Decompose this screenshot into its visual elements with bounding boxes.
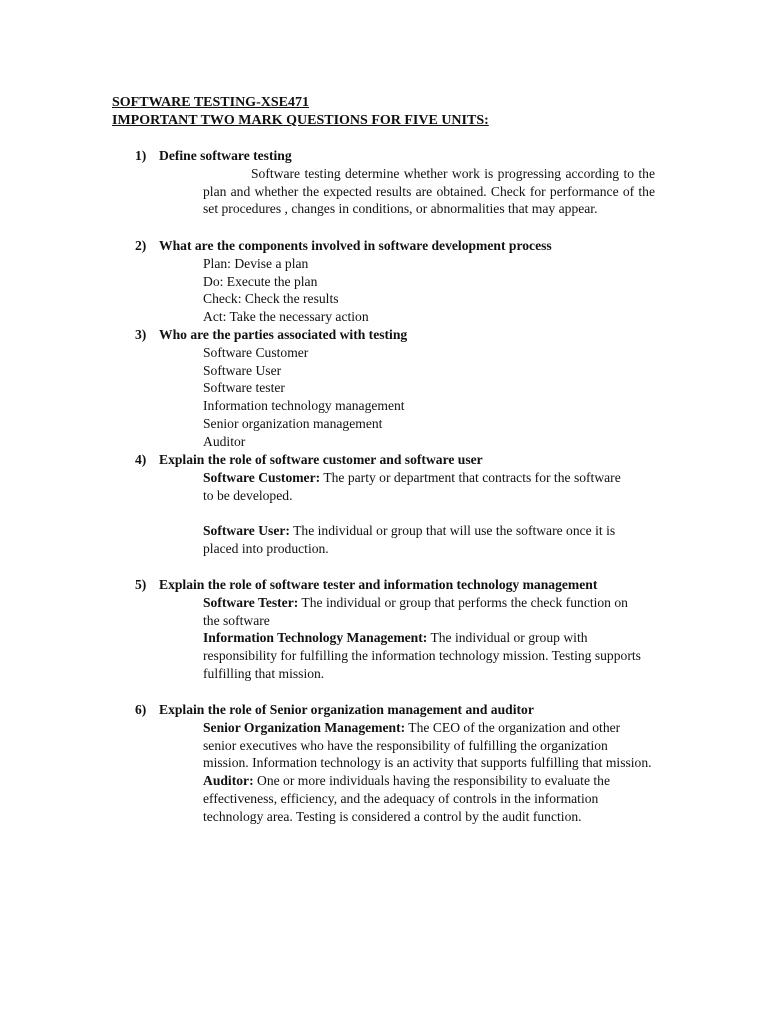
definition <box>203 772 655 825</box>
list-item: Information technology management <box>203 398 405 414</box>
definition-text: The CEO of the organization and other senior executives who have the responsibility of fulfilling the organization mission. Information technology is an activity that supports fulfilling that mission. <box>203 719 652 771</box>
question-3 <box>135 326 695 451</box>
definition-term: Information Technology Management: <box>203 630 428 646</box>
question-number: 2) <box>135 238 147 253</box>
definition <box>203 629 643 682</box>
list-item: Senior organization management <box>203 415 383 431</box>
definition-text: The party or department that contracts for the software to be developed. <box>203 469 621 503</box>
list-item: Act: Take the necessary action <box>203 309 369 325</box>
question-heading <box>135 701 695 719</box>
question-heading <box>135 576 695 594</box>
question-number: 3) <box>135 327 147 342</box>
definition <box>203 469 623 505</box>
answer-definitions <box>203 469 623 558</box>
definition-text: The individual or group that will use the software once it is placed into production. <box>203 523 616 557</box>
definition <box>203 719 655 772</box>
answer-text: Software testing determine whether work is progressing according to the plan and whether the expected results are obtained. Check for performance of the set procedures , changes in conditions, or abnormalities that may appear. <box>203 165 655 217</box>
definition-term: Auditor: <box>203 773 254 789</box>
definition-text: The individual or group that performs the check function on the software <box>203 594 628 628</box>
list-item: Do: Execute the plan <box>203 273 318 289</box>
question-number: 1) <box>135 148 147 163</box>
definition-text: One or more individuals having the responsibility to evaluate the effectiveness, efficiency, and the adequacy of controls in the information technology area. Testing is considered a control by the audit function. <box>203 773 610 824</box>
list-item: Software User <box>203 362 282 378</box>
definition-term: Software Tester: <box>203 594 299 610</box>
question-title: Who are the parties associated with testing <box>159 327 408 342</box>
question-title: Explain the role of software customer and software user <box>159 452 483 467</box>
answer-definitions <box>203 594 643 683</box>
question-heading <box>135 237 695 255</box>
course-title: SOFTWARE TESTING-XSE471 <box>112 95 309 110</box>
page-subtitle: IMPORTANT TWO MARK QUESTIONS FOR FIVE UNITS: <box>112 113 489 128</box>
question-4 <box>135 451 695 558</box>
answer-definitions <box>203 719 655 826</box>
definition-term: Software Customer: <box>203 469 321 485</box>
question-heading <box>135 147 695 165</box>
answer-list <box>203 344 655 451</box>
question-title: What are the components involved in software development process <box>159 238 552 253</box>
question-number: 5) <box>135 577 147 592</box>
definition-text: The individual or group with responsibility for fulfilling the information technology mission. Testing supports fulfilling that mission. <box>203 630 641 681</box>
list-item: Auditor <box>203 433 246 449</box>
question-1 <box>135 147 695 218</box>
question-2 <box>135 237 695 326</box>
question-title: Define software testing <box>159 148 292 163</box>
definition-term: Software User: <box>203 523 290 539</box>
list-item: Check: Check the results <box>203 291 339 307</box>
question-title: Explain the role of software tester and information technology management <box>159 577 598 592</box>
question-title: Explain the role of Senior organization management and auditor <box>159 702 534 717</box>
definition <box>203 594 643 630</box>
question-heading <box>135 326 695 344</box>
list-item: Software tester <box>203 380 285 396</box>
list-item: Software Customer <box>203 344 309 360</box>
list-item: Plan: Devise a plan <box>203 255 309 271</box>
question-5 <box>135 576 695 683</box>
question-heading <box>135 451 695 469</box>
question-number: 4) <box>135 452 147 467</box>
question-6 <box>135 701 695 826</box>
definition <box>203 522 623 558</box>
answer-list <box>203 255 655 326</box>
question-number: 6) <box>135 702 147 717</box>
definition-term: Senior Organization Management: <box>203 719 406 735</box>
